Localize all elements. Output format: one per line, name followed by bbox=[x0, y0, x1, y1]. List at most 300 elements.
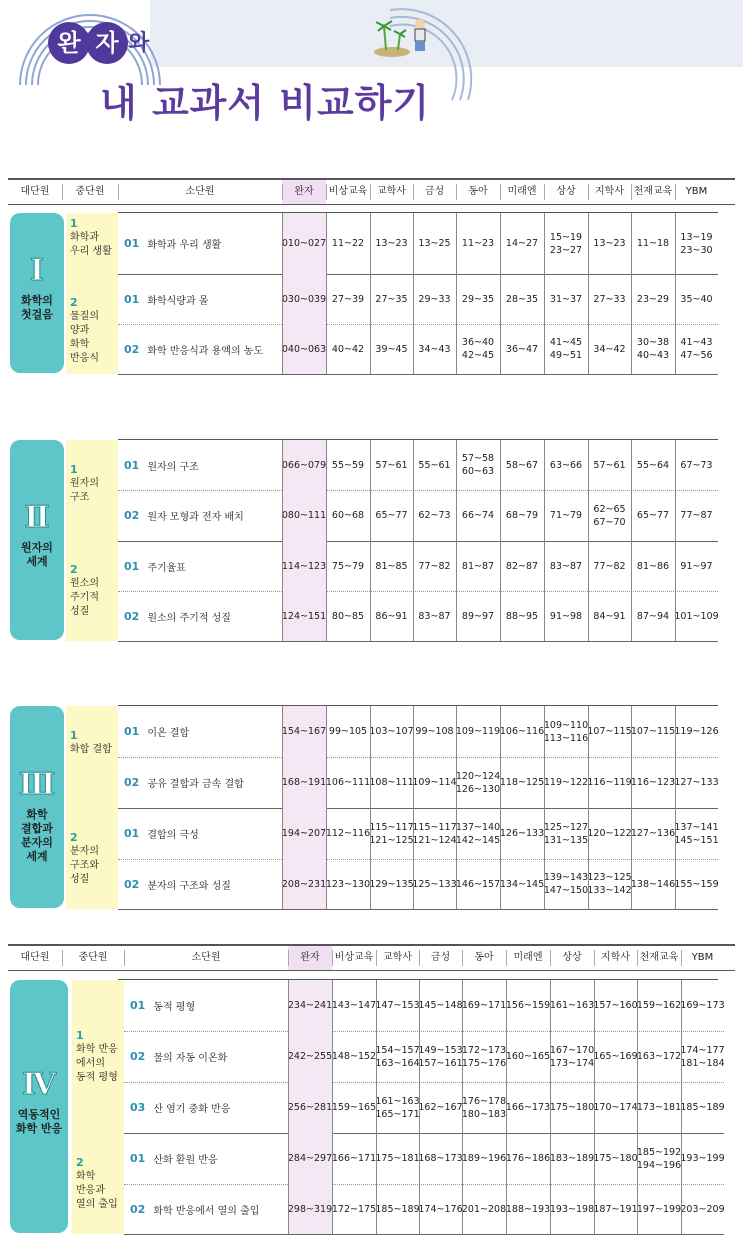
textbook-page-cell: 15~19 23~27 bbox=[549, 231, 583, 256]
cell-divider bbox=[506, 980, 507, 1031]
lesson-code: 02 bbox=[124, 776, 140, 789]
cell-divider bbox=[500, 757, 501, 808]
textbook-page-cell: 146~157 bbox=[455, 878, 501, 890]
unit-name: 화학의 첫걸음 bbox=[21, 294, 53, 321]
wanja-page-cell: 242~255 bbox=[288, 1031, 332, 1082]
cell-divider bbox=[506, 1133, 507, 1184]
textbook-page-cell: 161~163 165~171 bbox=[375, 1095, 420, 1120]
header-divider bbox=[62, 184, 63, 200]
cell-divider bbox=[456, 541, 457, 591]
cell-divider bbox=[681, 1133, 682, 1184]
wanja-page-cell: 208~231 bbox=[282, 859, 326, 909]
cell-divider bbox=[326, 440, 327, 490]
header-cell: 금성 bbox=[424, 186, 445, 197]
cell-divider bbox=[500, 274, 501, 324]
cell-divider bbox=[282, 859, 283, 909]
table-header bbox=[8, 178, 735, 205]
header-cell: 완자 bbox=[282, 180, 326, 204]
textbook-page-cell: 77~82 bbox=[418, 560, 451, 572]
header-cell: 동아 bbox=[468, 186, 488, 197]
cell-divider bbox=[326, 274, 327, 324]
textbook-page-cell: 174~176 bbox=[418, 1203, 463, 1215]
lesson-name: 원소의 주기적 성질 bbox=[147, 612, 231, 624]
cell-divider bbox=[500, 706, 501, 757]
textbook-page-cell: 116~123 bbox=[630, 777, 676, 788]
header-divider bbox=[675, 184, 676, 200]
title-badge-1: 완 bbox=[48, 22, 90, 64]
header-divider bbox=[637, 950, 638, 966]
unit-number: Ⅱ bbox=[24, 500, 50, 535]
textbook-page-cell: 14~27 bbox=[505, 238, 539, 249]
chapter-number: 1 bbox=[76, 1028, 84, 1042]
cell-divider bbox=[376, 1133, 377, 1184]
cell-divider bbox=[456, 213, 457, 274]
textbook-page-cell: 65~77 bbox=[375, 510, 408, 521]
chapter-number: 1 bbox=[70, 217, 78, 230]
header-cell: 소단원 bbox=[191, 952, 221, 963]
textbook-page-cell: 163~172 bbox=[636, 1051, 682, 1062]
textbook-page-cell: 145~148 bbox=[418, 1000, 463, 1011]
textbook-page-cell: 176~178 180~183 bbox=[461, 1095, 507, 1120]
cell-divider bbox=[588, 541, 589, 591]
chapter-name: 화학 반응과 열의 출입 bbox=[76, 1170, 118, 1210]
cell-divider bbox=[413, 274, 414, 324]
textbook-page-cell: 57~58 60~63 bbox=[461, 453, 495, 477]
cell-divider bbox=[332, 1133, 333, 1184]
cell-divider bbox=[675, 274, 676, 324]
cell-divider bbox=[456, 591, 457, 641]
lesson-code: 01 bbox=[124, 458, 140, 472]
cell-divider bbox=[631, 591, 632, 641]
table-row bbox=[0, 1133, 743, 1184]
textbook-page-cell: 34~43 bbox=[418, 343, 451, 355]
lesson-title bbox=[130, 1184, 259, 1234]
cell-divider bbox=[631, 213, 632, 274]
cell-divider bbox=[288, 1082, 289, 1133]
textbook-page-cell: 126~133 bbox=[499, 828, 545, 839]
cell-divider bbox=[326, 490, 327, 541]
textbook-page-cell: 13~19 23~30 bbox=[680, 231, 713, 256]
header-divider bbox=[588, 184, 589, 200]
cell-divider bbox=[588, 757, 589, 808]
lesson-title bbox=[124, 324, 263, 374]
cell-divider bbox=[370, 591, 371, 641]
title-badge-2: 자 bbox=[86, 22, 128, 64]
cell-divider bbox=[550, 1184, 551, 1234]
lesson-name: 분자의 구조와 성질 bbox=[147, 880, 231, 892]
textbook-page-cell: 27~39 bbox=[331, 293, 365, 305]
header-cell: 천재교육 bbox=[639, 952, 679, 963]
header-divider bbox=[62, 950, 63, 966]
textbook-page-cell: 13~25 bbox=[418, 238, 451, 249]
cell-divider bbox=[631, 757, 632, 808]
wanja-page-cell: 066~079 bbox=[282, 440, 326, 490]
cell-divider bbox=[631, 490, 632, 541]
textbook-page-cell: 203~209 bbox=[680, 1203, 725, 1215]
cell-divider bbox=[288, 1133, 289, 1184]
cell-divider bbox=[376, 1082, 377, 1133]
header-cell: 동아 bbox=[474, 952, 494, 963]
cell-divider bbox=[419, 1184, 420, 1234]
chapter-number: 2 bbox=[70, 563, 78, 576]
lesson-title bbox=[130, 1082, 230, 1133]
textbook-page-cell: 201~208 bbox=[461, 1203, 507, 1215]
title-connector: 와 bbox=[128, 31, 150, 56]
textbook-page-cell: 55~59 bbox=[331, 459, 365, 471]
chapter-number: 2 bbox=[70, 296, 78, 309]
cell-divider bbox=[370, 859, 371, 909]
header-cell: 미래엔 bbox=[513, 952, 543, 963]
cell-divider bbox=[462, 1184, 463, 1234]
table-row bbox=[0, 808, 743, 859]
cell-divider bbox=[544, 490, 545, 541]
header-cell: 비상교육 bbox=[334, 952, 374, 963]
header-cell: YBM bbox=[691, 952, 714, 963]
lesson-title bbox=[130, 1133, 218, 1184]
header-divider bbox=[124, 950, 125, 966]
cell-divider bbox=[544, 213, 545, 274]
lesson-name: 화학식량과 몰 bbox=[147, 295, 209, 307]
cell-divider bbox=[506, 1184, 507, 1234]
textbook-page-cell: 31~37 bbox=[549, 293, 583, 305]
header-divider bbox=[413, 184, 414, 200]
textbook-page-cell: 174~177 181~184 bbox=[680, 1044, 725, 1069]
header-cell: 지학사 bbox=[595, 186, 624, 197]
textbook-page-cell: 115~117 121~124 bbox=[412, 821, 457, 846]
cell-divider bbox=[637, 980, 638, 1031]
cell-divider bbox=[588, 808, 589, 859]
cell-divider bbox=[631, 324, 632, 374]
textbook-page-cell: 185~189 bbox=[680, 1102, 725, 1113]
textbook-page-cell: 58~67 bbox=[505, 459, 539, 471]
cell-divider bbox=[413, 213, 414, 274]
cell-divider bbox=[588, 591, 589, 641]
lesson-code: 02 bbox=[124, 877, 140, 891]
textbook-page-cell: 123~125 133~142 bbox=[587, 872, 632, 896]
textbook-page-cell: 107~115 bbox=[630, 726, 676, 737]
cell-divider bbox=[588, 440, 589, 490]
header-cell: 상상 bbox=[556, 186, 576, 197]
cell-divider bbox=[376, 980, 377, 1031]
lesson-code: 02 bbox=[130, 1202, 146, 1216]
textbook-page-cell: 80~85 bbox=[331, 610, 365, 622]
header-cell: 지학사 bbox=[601, 952, 630, 963]
cell-divider bbox=[326, 541, 327, 591]
header-cell: 중단원 bbox=[75, 186, 105, 197]
cell-divider bbox=[288, 980, 289, 1031]
textbook-page-cell: 143~147 bbox=[331, 1000, 377, 1011]
cell-divider bbox=[544, 808, 545, 859]
wanja-page-cell: 284~297 bbox=[288, 1133, 332, 1184]
cell-divider bbox=[588, 490, 589, 541]
cell-divider bbox=[500, 324, 501, 374]
chapter-name: 화합 결합 bbox=[70, 744, 112, 755]
cell-divider bbox=[631, 440, 632, 490]
cell-divider bbox=[675, 757, 676, 808]
cell-divider bbox=[413, 324, 414, 374]
cell-divider bbox=[419, 980, 420, 1031]
cell-divider bbox=[550, 1133, 551, 1184]
cell-divider bbox=[413, 541, 414, 591]
table-row bbox=[0, 859, 743, 909]
cell-divider bbox=[675, 706, 676, 757]
textbook-page-cell: 62~65 67~70 bbox=[593, 503, 626, 528]
unit-name: 화학 결합과 분자의 세계 bbox=[21, 808, 53, 863]
wanja-page-cell: 168~191 bbox=[282, 757, 326, 808]
cell-divider bbox=[681, 980, 682, 1031]
lesson-code: 01 bbox=[124, 559, 140, 573]
textbook-page-cell: 107~115 bbox=[587, 726, 632, 737]
textbook-page-cell: 77~82 bbox=[593, 560, 626, 572]
cell-divider bbox=[544, 440, 545, 490]
textbook-page-cell: 159~162 bbox=[636, 1000, 682, 1011]
cell-divider bbox=[631, 274, 632, 324]
textbook-page-cell: 176~186 bbox=[505, 1153, 551, 1164]
header-cell: 비상교육 bbox=[328, 186, 368, 197]
textbook-page-cell: 115~117 121~125 bbox=[369, 821, 414, 846]
cell-divider bbox=[681, 1082, 682, 1133]
lesson-code: 01 bbox=[130, 1152, 146, 1165]
wanja-page-cell: 080~111 bbox=[282, 490, 326, 541]
cell-divider bbox=[500, 859, 501, 909]
cell-divider bbox=[282, 274, 283, 324]
cell-divider bbox=[462, 1082, 463, 1133]
textbook-page-cell: 147~153 bbox=[375, 1000, 420, 1011]
table-row bbox=[0, 541, 743, 591]
wanja-page-cell: 194~207 bbox=[282, 808, 326, 859]
cell-divider bbox=[370, 541, 371, 591]
textbook-page-cell: 185~192 194~196 bbox=[636, 1146, 682, 1171]
textbook-page-cell: 55~64 bbox=[636, 459, 670, 471]
lesson-code: 01 bbox=[130, 999, 146, 1012]
cell-divider bbox=[544, 541, 545, 591]
textbook-page-cell: 41~45 49~51 bbox=[549, 337, 583, 361]
unit-name: 역동적인 화학 반응 bbox=[15, 1107, 63, 1135]
cell-divider bbox=[282, 490, 283, 541]
cell-divider bbox=[594, 1133, 595, 1184]
textbook-page-cell: 63~66 bbox=[549, 459, 583, 471]
row-separator bbox=[118, 374, 718, 375]
textbook-page-cell: 119~126 bbox=[674, 726, 719, 737]
lesson-title bbox=[124, 274, 208, 324]
chapter-number: 2 bbox=[70, 830, 78, 844]
textbook-page-cell: 27~33 bbox=[593, 293, 626, 305]
table-row bbox=[0, 1184, 743, 1234]
cell-divider bbox=[282, 324, 283, 374]
cell-divider bbox=[282, 591, 283, 641]
textbook-page-cell: 89~97 bbox=[461, 610, 495, 622]
textbook-page-cell: 118~125 bbox=[499, 777, 545, 788]
textbook-page-cell: 109~119 bbox=[455, 726, 501, 737]
lesson-title bbox=[124, 706, 189, 757]
textbook-page-cell: 57~61 bbox=[593, 459, 626, 471]
cell-divider bbox=[637, 1031, 638, 1082]
cell-divider bbox=[282, 757, 283, 808]
textbook-page-cell: 103~107 bbox=[369, 726, 414, 737]
textbook-page-cell: 175~180 bbox=[549, 1102, 595, 1113]
header-divider bbox=[419, 950, 420, 966]
cell-divider bbox=[456, 274, 457, 324]
lesson-title bbox=[124, 541, 186, 591]
cell-divider bbox=[332, 980, 333, 1031]
cell-divider bbox=[413, 808, 414, 859]
textbook-page-cell: 112~116 bbox=[325, 828, 371, 839]
lesson-code: 01 bbox=[124, 725, 140, 738]
textbook-page-cell: 189~196 bbox=[461, 1153, 507, 1164]
textbook-page-cell: 116~119 bbox=[587, 777, 632, 788]
cell-divider bbox=[588, 213, 589, 274]
unit-number: Ⅰ bbox=[29, 253, 45, 288]
cell-divider bbox=[332, 1031, 333, 1082]
cell-divider bbox=[282, 541, 283, 591]
lesson-code: 02 bbox=[124, 609, 140, 623]
cell-divider bbox=[419, 1031, 420, 1082]
textbook-page-cell: 36~47 bbox=[505, 343, 539, 355]
cell-divider bbox=[370, 757, 371, 808]
row-separator bbox=[118, 909, 718, 910]
header-divider bbox=[118, 184, 119, 200]
textbook-page-cell: 161~163 bbox=[549, 1000, 595, 1011]
cell-divider bbox=[631, 541, 632, 591]
cell-divider bbox=[500, 591, 501, 641]
textbook-page-cell: 137~140 142~145 bbox=[455, 821, 501, 846]
textbook-page-cell: 175~180 bbox=[593, 1153, 638, 1164]
cell-divider bbox=[550, 1031, 551, 1082]
textbook-page-cell: 123~130 bbox=[325, 878, 371, 890]
textbook-page-cell: 187~191 bbox=[593, 1203, 638, 1215]
cell-divider bbox=[370, 274, 371, 324]
cell-divider bbox=[594, 1031, 595, 1082]
cell-divider bbox=[326, 808, 327, 859]
cell-divider bbox=[462, 1031, 463, 1082]
header-cell: 중단원 bbox=[78, 952, 108, 963]
cell-divider bbox=[675, 591, 676, 641]
cell-divider bbox=[544, 859, 545, 909]
textbook-page-cell: 11~22 bbox=[331, 238, 365, 249]
textbook-page-cell: 155~159 bbox=[674, 878, 719, 890]
textbook-page-cell: 183~189 bbox=[549, 1153, 595, 1164]
textbook-page-cell: 120~122 bbox=[587, 828, 632, 839]
cell-divider bbox=[370, 324, 371, 374]
cell-divider bbox=[550, 980, 551, 1031]
cell-divider bbox=[332, 1082, 333, 1133]
header-divider bbox=[631, 184, 632, 200]
header-divider bbox=[594, 950, 595, 966]
table-header bbox=[8, 944, 735, 971]
cell-divider bbox=[332, 1184, 333, 1234]
cell-divider bbox=[413, 490, 414, 541]
header-divider bbox=[326, 184, 327, 200]
textbook-page-cell: 99~108 bbox=[415, 726, 454, 737]
header-cell: 상상 bbox=[562, 952, 582, 963]
wanja-page-cell: 256~281 bbox=[288, 1082, 332, 1133]
header-cell: 대단원 bbox=[20, 952, 50, 963]
header-cell: 금성 bbox=[430, 952, 451, 963]
textbook-page-cell: 40~42 bbox=[331, 343, 365, 355]
textbook-page-cell: 41~43 47~56 bbox=[680, 337, 713, 361]
lesson-code: 03 bbox=[130, 1101, 146, 1114]
cell-divider bbox=[326, 706, 327, 757]
header-divider bbox=[506, 950, 507, 966]
cell-divider bbox=[550, 1082, 551, 1133]
chapter-name: 화학과 우리 생활 bbox=[70, 232, 112, 257]
cell-divider bbox=[500, 213, 501, 274]
cell-divider bbox=[506, 1082, 507, 1133]
cell-divider bbox=[456, 324, 457, 374]
cell-divider bbox=[544, 591, 545, 641]
textbook-page-cell: 106~116 bbox=[499, 726, 545, 737]
textbook-page-cell: 36~40 42~45 bbox=[461, 337, 495, 361]
cell-divider bbox=[413, 706, 414, 757]
cell-divider bbox=[637, 1133, 638, 1184]
textbook-page-cell: 193~199 bbox=[680, 1153, 725, 1164]
cell-divider bbox=[544, 757, 545, 808]
textbook-page-cell: 91~97 bbox=[680, 560, 713, 572]
textbook-page-cell: 162~167 bbox=[418, 1102, 463, 1113]
textbook-page-cell: 81~86 bbox=[636, 560, 670, 572]
textbook-page-cell: 71~79 bbox=[549, 510, 583, 521]
cell-divider bbox=[326, 324, 327, 374]
table-row bbox=[0, 274, 743, 324]
cell-divider bbox=[675, 440, 676, 490]
textbook-page-cell: 149~153 157~161 bbox=[418, 1044, 463, 1069]
textbook-page-cell: 109~114 bbox=[412, 777, 457, 788]
cell-divider bbox=[462, 980, 463, 1031]
textbook-page-cell: 28~35 bbox=[505, 293, 539, 305]
cell-divider bbox=[588, 859, 589, 909]
textbook-page-cell: 159~165 bbox=[331, 1102, 377, 1113]
textbook-page-cell: 160~165 bbox=[505, 1051, 551, 1062]
header-divider bbox=[376, 950, 377, 966]
cell-divider bbox=[413, 591, 414, 641]
cell-divider bbox=[456, 808, 457, 859]
textbook-page-cell: 86~91 bbox=[375, 610, 408, 622]
unit-number: Ⅲ bbox=[18, 767, 56, 802]
lesson-name: 화학 반응에서 열의 출입 bbox=[153, 1205, 260, 1217]
textbook-page-cell: 172~175 bbox=[331, 1203, 377, 1215]
cell-divider bbox=[326, 757, 327, 808]
lesson-code: 02 bbox=[130, 1050, 146, 1063]
textbook-page-cell: 138~146 bbox=[630, 878, 676, 890]
cell-divider bbox=[370, 808, 371, 859]
lesson-title bbox=[124, 591, 231, 641]
cell-divider bbox=[326, 859, 327, 909]
chapter-name: 원자의 구조 bbox=[70, 477, 99, 503]
cell-divider bbox=[419, 1082, 420, 1133]
textbook-page-cell: 129~135 bbox=[369, 878, 414, 890]
lesson-name: 결합의 극성 bbox=[147, 830, 199, 841]
textbook-page-cell: 13~23 bbox=[375, 238, 408, 249]
table-row bbox=[0, 591, 743, 641]
lesson-title bbox=[124, 213, 221, 274]
textbook-page-cell: 67~73 bbox=[680, 459, 713, 471]
textbook-page-cell: 68~79 bbox=[505, 510, 539, 521]
cell-divider bbox=[419, 1133, 420, 1184]
textbook-page-cell: 106~111 bbox=[325, 777, 371, 788]
textbook-page-cell: 172~173 175~176 bbox=[461, 1044, 507, 1069]
lesson-name: 화학과 우리 생활 bbox=[147, 240, 222, 251]
lesson-title bbox=[124, 490, 244, 541]
table-row bbox=[0, 213, 743, 274]
textbook-page-cell: 139~143 147~150 bbox=[543, 872, 589, 896]
cell-divider bbox=[376, 1184, 377, 1234]
cell-divider bbox=[288, 1031, 289, 1082]
table-row bbox=[0, 1028, 743, 1082]
cell-divider bbox=[500, 808, 501, 859]
textbook-page-cell: 165~169 bbox=[593, 1051, 638, 1062]
textbook-page-cell: 125~133 bbox=[412, 878, 457, 890]
textbook-page-cell: 120~124 126~130 bbox=[455, 770, 501, 795]
